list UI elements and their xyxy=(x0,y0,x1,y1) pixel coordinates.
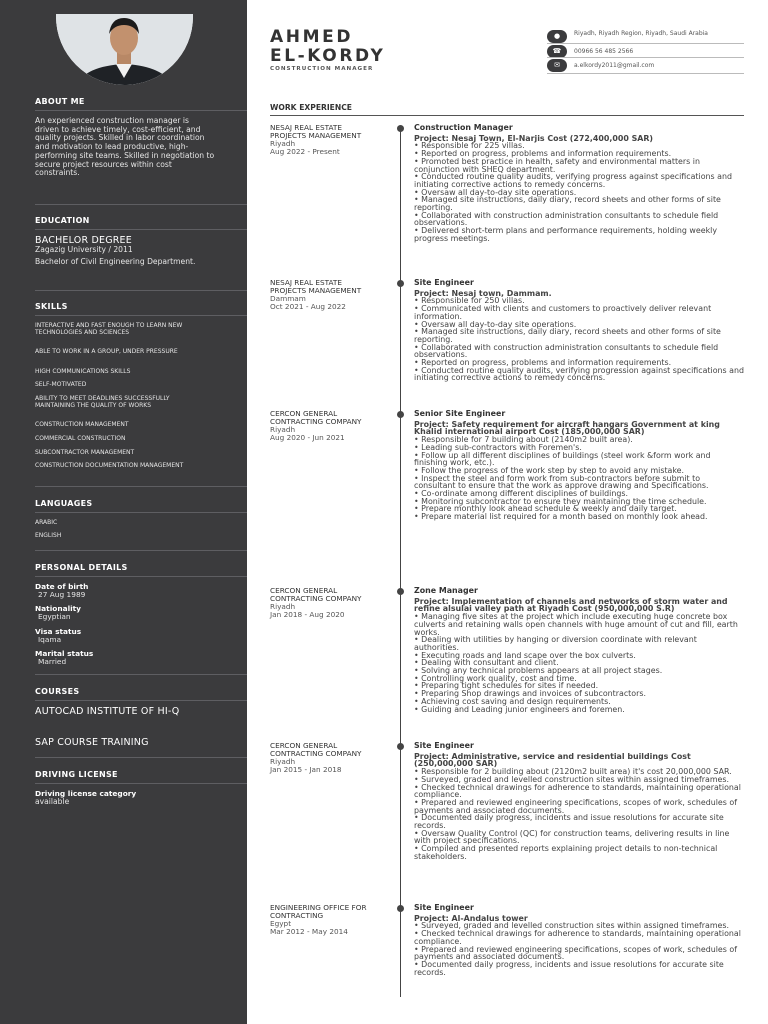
skill-item: ABLE TO WORK IN A GROUP, UNDER PRESSURE xyxy=(35,348,178,355)
job-dates: Aug 2020 - Jun 2021 xyxy=(270,433,345,442)
job-detail xyxy=(414,410,744,521)
divider xyxy=(35,204,247,205)
job-project: Project: Administrative, service and residential buildings Cost (250,000,000 SAR) xyxy=(414,751,691,769)
job-location: Riyadh xyxy=(270,139,296,148)
nationality-label: Nationality xyxy=(35,604,81,613)
visa-label: Visa status xyxy=(35,627,82,636)
language-item: ENGLISH xyxy=(35,532,62,539)
job-position: Senior Site Engineer xyxy=(414,409,506,418)
divider xyxy=(547,43,744,44)
skill-item: INTERACTIVE AND FAST ENOUGH TO LEARN NEW TECHNOLOGIES AND SCIENCES xyxy=(35,322,183,336)
job-dates: Oct 2021 - Aug 2022 xyxy=(270,302,346,311)
job-location: Dammam xyxy=(270,294,306,303)
personal-detail xyxy=(35,583,247,599)
job-meta xyxy=(270,410,380,442)
birth-value: 27 Aug 1989 xyxy=(38,590,86,599)
email-icon: ✉ xyxy=(547,59,567,72)
job-bullets: • Managing five sites at the project which include executing huge concrete box culverts and retaining walls open channels with huge amount of cut and fill, earth works. • Dealing with utilities by hanging or diversion coordinate with relevant authorities. • Executing roads and land scape over the box culverts. • Dealing with consultant and client. • Solving any technical problems appears at all project stages. • Controlling work quality, cost and time. • Preparing tight schedules for sites if needed. • Preparing Shop drawings and invoices of subcontractors. • Achieving cost saving and design requirements. • Guiding and Leading junior engineers and foremen. xyxy=(414,612,738,714)
education-body xyxy=(35,236,205,266)
marital-value: Married xyxy=(38,657,67,666)
education-title: EDUCATION xyxy=(35,216,90,225)
marital-label: Marital status xyxy=(35,649,94,658)
job-bullets: • Responsible for 250 villas. • Communicated with clients and customers to proactively deliver relevant information. • Oversaw all day-to-day site operations. • Managed site instructions, daily diary, record sheets and other forms of site reporting. • Collaborated with construction administration consultants to schedule field observations. • Reported on progress, problems and information requirements. • Conducted routine quality audits, verifying progression against specifications and initiating corrective actions to remedy concerns. xyxy=(414,296,745,383)
job-position: Zone Manager xyxy=(414,586,478,595)
license-title: DRIVING LICENSE xyxy=(35,770,118,779)
skill-item: ABILITY TO MEET DEADLINES SUCCESSFULLY MAINTAINING THE QUALITY OF WORKS xyxy=(35,395,170,409)
about-body xyxy=(35,117,215,178)
divider xyxy=(35,674,247,675)
job-position: Site Engineer xyxy=(414,278,474,287)
skills-title: SKILLS xyxy=(35,302,68,311)
job-dates: Jan 2018 - Aug 2020 xyxy=(270,610,345,619)
education-section xyxy=(35,216,247,225)
job-dates: Aug 2022 - Present xyxy=(270,147,340,156)
license-value: available xyxy=(35,797,70,806)
profile-photo xyxy=(56,14,193,85)
divider xyxy=(35,550,247,551)
job-detail xyxy=(414,587,744,713)
job-meta xyxy=(270,742,380,774)
skill-item: SELF-MOTIVATED xyxy=(35,381,87,388)
last-name: EL-KORDY xyxy=(270,46,386,66)
job-detail xyxy=(414,279,744,382)
sidebar xyxy=(0,0,247,1024)
job-meta xyxy=(270,124,380,156)
job-meta xyxy=(270,279,380,311)
job-project: Project: Implementation of channels and networks of storm water and refine alsulai valley path at Riyadh Cost (950,000,000 S.R) xyxy=(414,596,728,614)
company-name: CERCON GENERAL CONTRACTING COMPANY xyxy=(270,741,362,758)
course-item: SAP COURSE TRAINING xyxy=(35,737,149,748)
company-name: CERCON GENERAL CONTRACTING COMPANY xyxy=(270,409,362,426)
job-dates: Jan 2015 - Jan 2018 xyxy=(270,765,342,774)
job-position: Site Engineer xyxy=(414,741,474,750)
divider xyxy=(35,315,247,316)
languages-section xyxy=(35,499,247,508)
job-project: Project: Safety requirement for aircraft hangars Government at king Khalid international airport Cost (185,000,000 SAR) xyxy=(414,419,720,437)
divider xyxy=(35,700,247,701)
job-dates: Mar 2012 - May 2014 xyxy=(270,927,348,936)
main-content xyxy=(247,0,768,1024)
about-text: An experienced construction manager is driven to achieve timely, cost-efficient, and quality projects. Skilled in labor coordination and motivation to lead productive, high-performing site teams. Skilled in negotiation to secure project resources within cost constraints. xyxy=(35,116,215,178)
personal-title: PERSONAL DETAILS xyxy=(35,563,128,572)
job-location: Riyadh xyxy=(270,757,296,766)
divider xyxy=(35,576,247,577)
license-detail xyxy=(35,790,247,806)
divider xyxy=(35,783,247,784)
divider xyxy=(547,57,744,58)
timeline-dot xyxy=(397,905,404,912)
department: Bachelor of Civil Engineering Department. xyxy=(35,256,196,266)
language-item: ARABIC xyxy=(35,519,58,526)
timeline-dot xyxy=(397,743,404,750)
full-name xyxy=(270,28,385,66)
skill-item: CONSTRUCTION DOCUMENTATION MANAGEMENT xyxy=(35,462,184,469)
courses-section xyxy=(35,687,247,696)
company-name: NESAJ REAL ESTATE PROJECTS MANAGEMENT xyxy=(270,278,362,295)
birth-label: Date of birth xyxy=(35,582,89,591)
company-name: ENGINEERING OFFICE FOR CONTRACTING xyxy=(270,903,367,920)
job-meta xyxy=(270,904,380,936)
languages-title: LANGUAGES xyxy=(35,499,93,508)
company-name: CERCON GENERAL CONTRACTING COMPANY xyxy=(270,586,362,603)
nationality-value: Egyptian xyxy=(38,612,71,621)
job-bullets: • Responsible for 2 building about (2120m2 built area) it's cost 20,000,000 SAR. • Surveyed, graded and levelled construction sites within assigned timeframes. • Checked technical drawings for adherence to standards, maintaining operational compliance. • Prepared and reviewed engineering specifications, scopes of work, schedules of payments and associated documents. • Documented daily progress, incidents and issue resolutions for accurate site records. • Oversaw Quality Control (QC) for construction teams, delivering results in line with project specifications. • Compiled and presented reports explaining project details to non-technical stakeholders. xyxy=(414,767,741,861)
divider xyxy=(35,512,247,513)
job-position: Construction Manager xyxy=(414,123,513,132)
company-name: NESAJ REAL ESTATE PROJECTS MANAGEMENT xyxy=(270,123,362,140)
timeline-dot xyxy=(397,280,404,287)
timeline-dot xyxy=(397,125,404,132)
divider xyxy=(270,115,744,116)
divider xyxy=(35,110,247,111)
job-meta xyxy=(270,587,380,619)
contact-address: Riyadh, Riyadh Region, Riyadh, Saudi Arabia xyxy=(574,30,708,37)
degree: BACHELOR DEGREE xyxy=(35,235,132,246)
timeline-dot xyxy=(397,411,404,418)
skill-item: HIGH COMMUNICATIONS SKILLS xyxy=(35,368,131,375)
job-bullets: • Responsible for 225 villas. • Reported on progress, problems and information requirements. • Promoted best practice in health, safety and environmental matters in conjunction with SHEQ department. • Conducted routine quality audits, verifying progress against specifications and initiating corrective actions to remedy concerns. • Oversaw all day-to-day site operations. • Managed site instructions, daily diary, record sheets and other forms of site reporting. • Collaborated with construction administration consultants to schedule field observations. • Delivered short-term plans and performance requirements, holding weekly progress meetings. xyxy=(414,141,732,243)
job-detail xyxy=(414,742,744,861)
job-bullets: • Responsible for 7 building about (2140m2 built area). • Leading sub-contractors with Foremen's. • Follow up all different disciplines of buildings (steel work &form work and finishing work, etc.). • Follow the progress of the work step by step to avoid any mistake. • Inspect the steel and form work from sub-contractors before submit to consultant to ensure that the work as approve drawing and Specifications. • Co-ordinate among different disciplines of buildings. • Monitoring subcontractor to ensure they maintaining the time schedule. • Prepare monthly look ahead schedule & weekly and daily target. • Prepare material list required for a month based on monthly look ahead. xyxy=(414,435,711,522)
personal-detail xyxy=(35,650,247,666)
skills-section xyxy=(35,302,247,311)
job-project: Project: Nesaj Town, El-Narjis Cost (272,400,000 SAR) xyxy=(414,133,654,143)
divider xyxy=(35,757,247,758)
skill-item: SUBCONTRACTOR MANAGEMENT xyxy=(35,449,135,456)
about-title: ABOUT ME xyxy=(35,97,85,106)
personal-detail xyxy=(35,605,247,621)
job-location: Riyadh xyxy=(270,602,296,611)
courses-title: COURSES xyxy=(35,687,80,696)
personal-section xyxy=(35,563,247,572)
timeline-line xyxy=(400,127,401,997)
phone-icon: ☎ xyxy=(547,45,567,58)
visa-value: Iqama xyxy=(38,635,62,644)
course-item: AUTOCAD INSTITUTE OF HI-Q xyxy=(35,706,180,717)
job-role: CONSTRUCTION MANAGER xyxy=(270,66,374,72)
job-location: Egypt xyxy=(270,919,292,928)
university: Zagazig University / 2011 xyxy=(35,245,133,254)
contact-email[interactable]: a.elkordy2011@gmail.com xyxy=(574,62,655,69)
skill-item: CONSTRUCTION MANAGEMENT xyxy=(35,421,129,428)
license-label: Driving license category xyxy=(35,789,137,798)
about-section xyxy=(35,97,247,106)
job-project: Project: Al-Andalus tower xyxy=(414,913,528,923)
divider xyxy=(35,229,247,230)
job-detail xyxy=(414,904,744,976)
contact-phone: 00966 56 485 2566 xyxy=(574,48,634,55)
divider xyxy=(35,290,247,291)
skill-item: COMMERCIAL CONSTRUCTION xyxy=(35,435,126,442)
divider xyxy=(35,486,247,487)
job-position: Site Engineer xyxy=(414,903,474,912)
job-project: Project: Nesaj town, Dammam. xyxy=(414,288,552,298)
timeline-dot xyxy=(397,588,404,595)
license-section xyxy=(35,770,247,779)
personal-detail xyxy=(35,628,247,644)
first-name: AHMED xyxy=(270,27,354,47)
location-icon: ● xyxy=(547,30,567,43)
job-location: Riyadh xyxy=(270,425,296,434)
job-bullets: • Surveyed, graded and levelled construction sites within assigned timeframes. • Checked technical drawings for adherence to standards, maintaining operational compliance. • Prepared and reviewed engineering specifications, scopes of work, schedules of payments and associated documents. • Documented daily progress, incidents and issue resolutions for accurate site records. xyxy=(414,921,741,977)
work-experience-title: WORK EXPERIENCE xyxy=(270,103,352,112)
divider xyxy=(547,73,744,74)
job-detail xyxy=(414,124,744,243)
